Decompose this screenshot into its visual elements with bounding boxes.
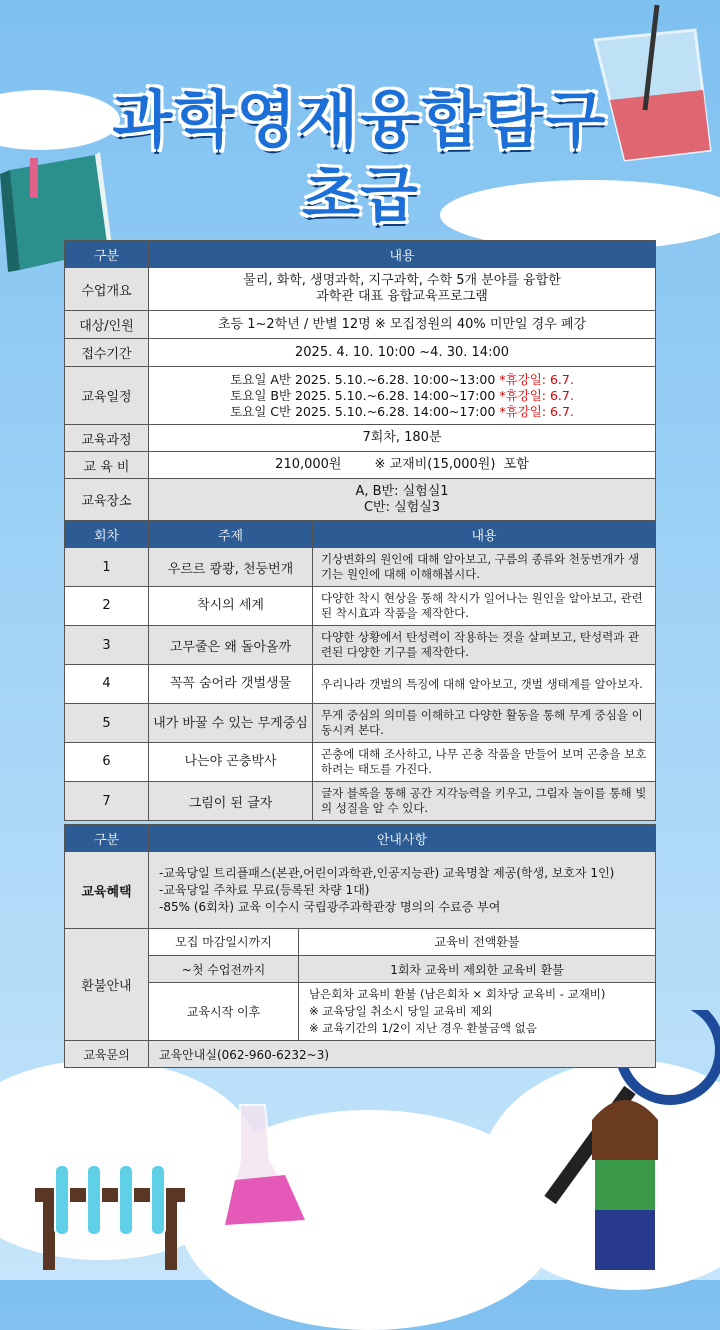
benefit-item: -85% (6회차) 교육 이수시 국립광주과학관장 명의의 수료증 부여 [159, 899, 501, 914]
refund-line: ※ 교육기간의 1/2이 지난 경우 환불금액 없음 [309, 1021, 537, 1035]
refund-when: 교육시작 이후 [149, 983, 299, 1041]
header-guide: 안내사항 [149, 825, 656, 852]
session-content: 글자 블록을 통해 공간 지각능력을 키우고, 그림자 놀이를 통해 빛의 성질을 알 수 있다. [313, 782, 656, 821]
page-subtitle: 초급 [302, 161, 418, 231]
test-tube-rack-icon [35, 1160, 195, 1270]
session-topic: 나는야 곤충박사 [149, 743, 313, 782]
schedule-line: 토요일 C반 2025. 5.10.~6.28. 14:00~17:00 *휴강일: 6.7. [230, 403, 574, 419]
table-row [65, 704, 656, 743]
session-topic: 그림이 된 글자 [149, 782, 313, 821]
row-label: 접수기간 [65, 339, 149, 367]
session-content: 무게 중심의 의미를 이해하고 다양한 활동을 통해 무게 중심을 이동시켜 본다. [313, 704, 656, 743]
row-value: 초등 1~2학년 / 반별 12명 ※ 모집정원의 40% 미만일 경우 폐강 [149, 311, 656, 339]
session-no: 7 [65, 782, 149, 821]
value-line: A, B반: 실험실1 [355, 483, 449, 499]
value-line: 물리, 화학, 생명과학, 지구과학, 수학 5개 분야를 융합한 [243, 273, 561, 288]
guide-table [64, 824, 656, 1068]
session-content: 곤충에 대해 조사하고, 나무 곤충 작품을 만들어 보며 곤충을 보호하려는 태도를 가진다. [313, 743, 656, 782]
session-topic: 우르르 쾅쾅, 천둥번개 [149, 548, 313, 587]
row-label: 교육일정 [65, 367, 149, 425]
row-value [149, 479, 656, 521]
session-content: 다양한 상황에서 탄성력이 작용하는 것을 살펴보고, 탄성력과 관련된 다양한 기구를 제작한다. [313, 626, 656, 665]
table-row [65, 587, 656, 626]
row-label: 교육과정 [65, 425, 149, 452]
schedule-line: 토요일 B반 2025. 5.10.~6.28. 14:00~17:00 *휴강일: 6.7. [230, 387, 574, 403]
session-content: 다양한 착시 현상을 통해 착시가 일어나는 원인을 알아보고, 관련된 착시효과 작품을 제작한다. [313, 587, 656, 626]
table-row [65, 626, 656, 665]
row-value: 210,000원 ※ 교재비(15,000원) 포함 [149, 452, 656, 479]
inquiry-label: 교육문의 [65, 1041, 149, 1068]
flask-icon [215, 1100, 315, 1230]
refund-line: 남은회차 교육비 환불 (남은회차 × 회차당 교육비 - 교재비) [309, 987, 606, 1001]
value-line: C반: 실험실3 [363, 499, 441, 515]
header-category: 구분 [65, 825, 149, 852]
table-row [65, 743, 656, 782]
benefit-item: -교육당일 트리플패스(본관,어린이과학관,인공지능관) 교육명찰 제공(학생, 보호자 1인) [159, 865, 615, 880]
row-label: 교육장소 [65, 479, 149, 521]
row-label: 대상/인원 [65, 311, 149, 339]
session-no: 5 [65, 704, 149, 743]
refund-when: ~첫 수업전까지 [149, 956, 299, 983]
refund-policy: 교육비 전액환불 [299, 929, 656, 956]
header-topic: 주제 [149, 521, 313, 548]
session-content: 기상변화의 원인에 대해 알아보고, 구름의 종류와 천둥번개가 생기는 원인에 대해 이해해봅시다. [313, 548, 656, 587]
benefit-list [149, 852, 656, 929]
table-row [65, 782, 656, 821]
session-no: 4 [65, 665, 149, 704]
session-no: 3 [65, 626, 149, 665]
refund-policy: 1회차 교육비 제외한 교육비 환불 [299, 956, 656, 983]
session-table [64, 520, 656, 821]
schedule-value [149, 367, 656, 425]
benefit-label: 교육혜택 [65, 852, 149, 929]
session-no: 6 [65, 743, 149, 782]
table-row [65, 548, 656, 587]
session-no: 1 [65, 548, 149, 587]
inquiry-value: 교육안내실(062-960-6232~3) [149, 1041, 656, 1068]
header-no: 회차 [65, 521, 149, 548]
row-value: 2025. 4. 10. 10:00 ~4. 30. 14:00 [149, 339, 656, 367]
row-value: 7회차, 180분 [149, 425, 656, 452]
header-category: 구분 [65, 241, 149, 268]
page-title: 과학영재융합탐구 [112, 83, 608, 156]
session-topic: 내가 바꿀 수 있는 무게중심 [149, 704, 313, 743]
session-topic: 고무줄은 왜 돌아올까 [149, 626, 313, 665]
session-topic: 착시의 세계 [149, 587, 313, 626]
refund-policy [299, 983, 656, 1041]
refund-when: 모집 마감일시까지 [149, 929, 299, 956]
refund-line: ※ 교육당일 취소시 당일 교육비 제외 [309, 1004, 493, 1018]
row-label: 교 육 비 [65, 452, 149, 479]
session-no: 2 [65, 587, 149, 626]
refund-label: 환불안내 [65, 929, 149, 1041]
row-label: 수업개요 [65, 268, 149, 311]
header-content: 내용 [313, 521, 656, 548]
row-value [149, 268, 656, 311]
header-content: 내용 [149, 241, 656, 268]
schedule-line: 토요일 A반 2025. 5.10.~6.28. 10:00~13:00 *휴강일: 6.7. [230, 371, 574, 387]
value-line: 과학관 대표 융합교육프로그램 [316, 289, 488, 304]
benefit-item: -교육당일 주차료 무료(등록된 차량 1대) [159, 882, 370, 897]
course-info-table [64, 240, 656, 521]
table-row [65, 665, 656, 704]
session-topic: 꼭꼭 숨어라 갯벌생물 [149, 665, 313, 704]
session-content: 우리나라 갯벌의 특징에 대해 알아보고, 갯벌 생태계를 알아보자. [313, 665, 656, 704]
